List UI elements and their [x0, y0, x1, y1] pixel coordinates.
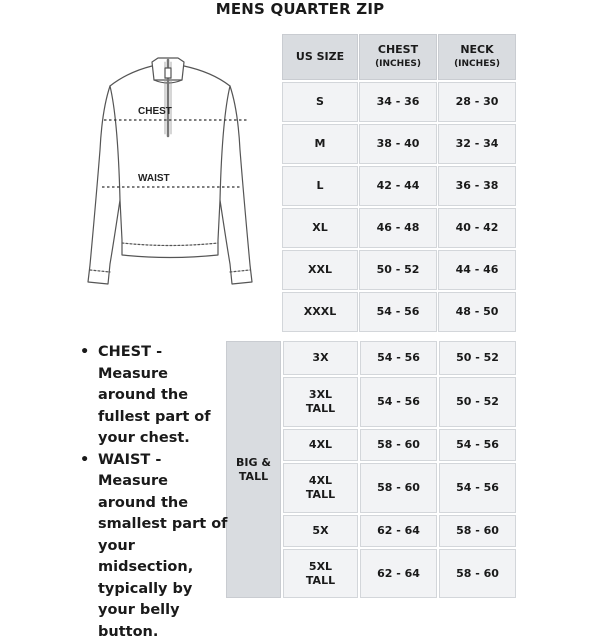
- neck-cell: 48 - 50: [438, 292, 516, 332]
- size-cell: S: [282, 82, 358, 122]
- big-tall-label: BIG & TALL: [226, 341, 281, 598]
- chest-cell: 38 - 40: [359, 124, 437, 164]
- waist-line-label: WAIST: [138, 173, 170, 184]
- size-cell: 3X: [283, 341, 358, 375]
- size-cell: 4XL: [283, 429, 358, 461]
- bullet-icon: •: [80, 342, 98, 450]
- size-cell: XXXL: [282, 292, 358, 332]
- bullet-icon: •: [80, 450, 98, 643]
- chest-cell: 46 - 48: [359, 208, 437, 248]
- chest-cell: 34 - 36: [359, 82, 437, 122]
- neck-cell: 32 - 34: [438, 124, 516, 164]
- chest-cell: 54 - 56: [360, 341, 437, 375]
- size-cell: 5XL TALL: [283, 549, 358, 598]
- chest-line-label: CHEST: [138, 106, 172, 117]
- size-cell: XXL: [282, 250, 358, 290]
- neck-cell: 50 - 52: [439, 341, 516, 375]
- chest-cell: 62 - 64: [360, 515, 437, 547]
- note-waist: [80, 450, 230, 643]
- chest-cell: 62 - 64: [360, 549, 437, 598]
- measurement-notes: [80, 342, 230, 643]
- neck-cell: 54 - 56: [439, 429, 516, 461]
- size-cell: L: [282, 166, 358, 206]
- size-cell: 4XL TALL: [283, 463, 358, 513]
- header-neck: NECK (INCHES): [438, 34, 516, 80]
- header-us-size: US SIZE: [282, 34, 358, 80]
- note-text: CHEST - Measure around the fullest part of your chest.: [98, 342, 230, 450]
- neck-cell: 28 - 30: [438, 82, 516, 122]
- chest-cell: 54 - 56: [360, 377, 437, 427]
- size-cell: XL: [282, 208, 358, 248]
- chest-cell: 42 - 44: [359, 166, 437, 206]
- chest-cell: 54 - 56: [359, 292, 437, 332]
- header-chest: CHEST (INCHES): [359, 34, 437, 80]
- neck-cell: 40 - 42: [438, 208, 516, 248]
- neck-cell: 50 - 52: [439, 377, 516, 427]
- quarter-zip-illustration: [80, 50, 280, 305]
- chest-cell: 50 - 52: [359, 250, 437, 290]
- neck-cell: 36 - 38: [438, 166, 516, 206]
- chart-title: MENS QUARTER ZIP: [0, 0, 600, 18]
- chest-cell: 58 - 60: [360, 463, 437, 513]
- note-chest: [80, 342, 230, 450]
- neck-cell: 58 - 60: [439, 515, 516, 547]
- chest-cell: 58 - 60: [360, 429, 437, 461]
- neck-cell: 44 - 46: [438, 250, 516, 290]
- note-text: WAIST - Measure around the smallest part of your midsection, typically by your belly button.: [98, 450, 230, 643]
- size-cell: 3XL TALL: [283, 377, 358, 427]
- neck-cell: 54 - 56: [439, 463, 516, 513]
- size-cell: M: [282, 124, 358, 164]
- quarter-zip-drawing: [80, 50, 280, 305]
- size-cell: 5X: [283, 515, 358, 547]
- neck-cell: 58 - 60: [439, 549, 516, 598]
